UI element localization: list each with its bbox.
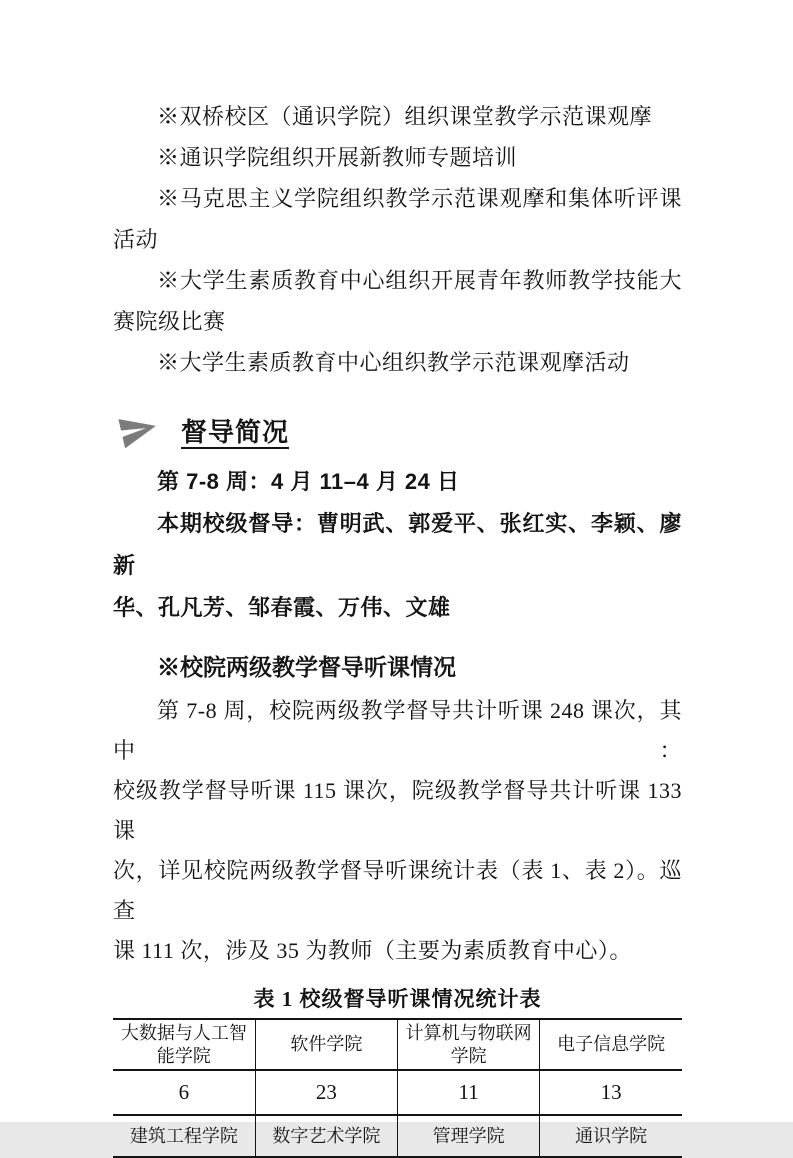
body-line: ※双桥校区（通识学院）组织课堂教学示范课观摩 xyxy=(157,104,653,129)
table-cell: 计算机与物联网学院 xyxy=(398,1019,540,1070)
table-cell: 通识学院 xyxy=(540,1115,682,1157)
body-line: ※大学生素质教育中心组织开展青年教师教学技能大 xyxy=(157,268,682,293)
table-cell: 11 xyxy=(398,1070,540,1115)
table-cell: 软件学院 xyxy=(255,1019,397,1070)
table-cell: 数字艺术学院 xyxy=(255,1115,397,1157)
body-line: 赛院级比赛 xyxy=(113,309,226,334)
stats-line: 课 111 次，涉及 35 为教师（主要为素质教育中心）。 xyxy=(113,938,632,963)
subsection-title: ※校院两级教学督导听课情况 xyxy=(157,655,456,680)
supervisors-line: 本期校级督导：曹明武、郭爱平、张红实、李颖、廖新 xyxy=(113,511,682,578)
table-cell: 电子信息学院 xyxy=(540,1019,682,1070)
section-title-row xyxy=(113,409,682,451)
table1 xyxy=(113,1018,682,1158)
supervisors-line: 华、孔凡芳、邹春霞、万伟、文雄 xyxy=(113,595,451,620)
table-cell: 建筑工程学院 xyxy=(113,1115,255,1157)
paper-plane-icon xyxy=(113,410,163,450)
table-row xyxy=(113,1115,682,1157)
table1-caption: 表 1 校级督导听课情况统计表 xyxy=(253,987,542,1011)
stats-line: 第 7-8 周，校院两级教学督导共计听课 248 课次，其中： xyxy=(113,698,682,763)
stats-line: 校级教学督导听课 115 课次，院级教学督导共计听课 133 课 xyxy=(113,778,682,843)
section-title: 督导简况 xyxy=(181,416,290,447)
stats-line: 次，详见校院两级教学督导听课统计表（表 1、表 2）。巡查 xyxy=(113,858,682,923)
period-line: 第 7-8 周：4 月 11–4 月 24 日 xyxy=(157,469,460,494)
table-cell: 大数据与人工智能学院 xyxy=(113,1019,255,1070)
body-line: ※通识学院组织开展新教师专题培训 xyxy=(157,145,518,170)
table-cell: 13 xyxy=(540,1070,682,1115)
body-line: ※马克思主义学院组织教学示范课观摩和集体听评课 xyxy=(157,186,682,211)
table-cell: 6 xyxy=(113,1070,255,1115)
body-line: ※大学生素质教育中心组织教学示范课观摩活动 xyxy=(157,350,630,375)
body-line: 活动 xyxy=(113,227,159,252)
table-cell: 23 xyxy=(255,1070,397,1115)
table-row xyxy=(113,1070,682,1115)
table-row xyxy=(113,1019,682,1070)
table-cell: 管理学院 xyxy=(398,1115,540,1157)
